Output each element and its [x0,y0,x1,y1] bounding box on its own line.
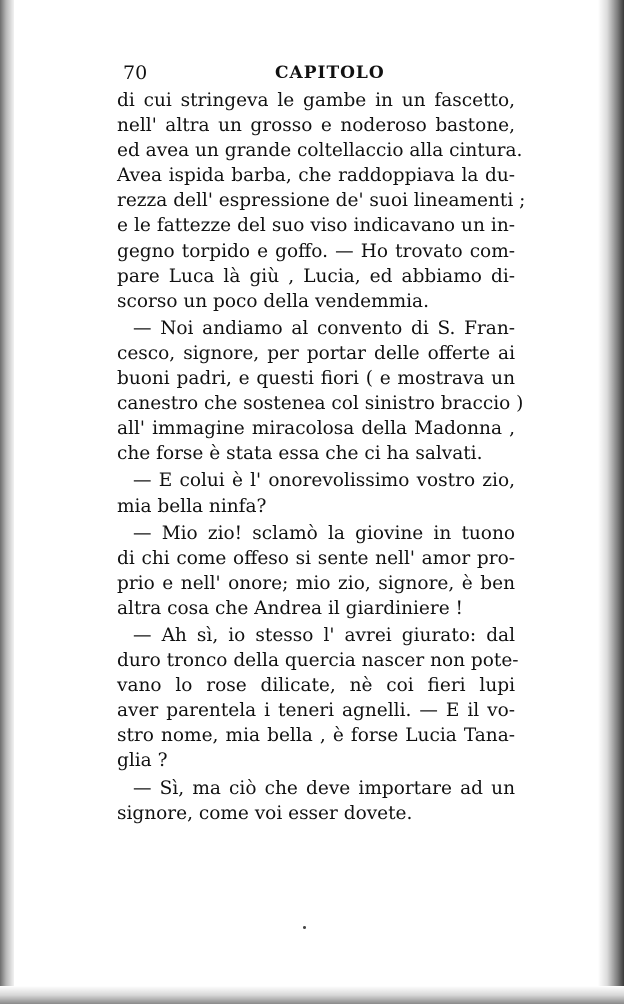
text-line: di chi come offeso si sente nell' amor pro- [117,547,515,569]
page-number: 70 [123,62,148,84]
text-line: pare Luca là giù , Lucia, ed abbiamo di- [117,265,515,287]
text-line: — Mio zio! sclamò la giovine in tuono [133,522,515,544]
text-line: di cui stringeva le gambe in un fascetto, [117,90,515,111]
text-line: duro tronco della quercia nascer non pote- [117,650,519,672]
text-line: all' immagine miracolosa della Madonna , [117,418,515,440]
text-line: e le fattezze del suo viso indicavano un in- [117,215,515,237]
paragraph [117,316,524,467]
text-line: mia bella ninfa? [117,495,267,517]
body-text [117,88,526,826]
paragraph [117,776,515,826]
text-line: ed avea un grande coltellaccio alla cintura. [117,140,523,162]
scan-left-edge [0,0,14,1004]
text-line: prio e nell' onore; mio zio, signore, è ben [117,572,515,594]
chapter-heading: CAPITOLO [275,63,385,83]
running-head [117,58,515,88]
text-line: — Ah sì, io stesso l' avrei giurato: dal [133,624,515,646]
text-line: glia ? [117,750,168,772]
text-line: canestro che sostenea col sinistro braccio ) [117,393,524,415]
text-line: nell' altra un grosso e noderoso bastone, [117,115,515,137]
text-line: aver parentela i teneri agnelli. — E il vo- [117,700,515,722]
text-line: rezza dell' espressione de' suoi lineamenti ; [117,190,526,212]
text-line: signore, come voi esser dovete. [117,802,413,824]
text-line: che forse è stata essa che ci ha salvati. [117,443,483,465]
text-line: — Noi andiamo al convento di S. Fran- [133,317,515,339]
text-line: — E colui è l' onorevolissimo vostro zio, [133,470,515,492]
paragraph [117,88,526,314]
paragraph [117,623,519,774]
text-line: cesco, signore, per portar delle offerte ai [117,342,515,364]
scan-right-edge [598,0,624,1004]
text-line: gegno torpido e goffo. — Ho trovato com- [117,240,515,262]
text-line: vano lo rose dilicate, nè coi fieri lupi [117,675,515,697]
paragraph [117,468,515,518]
text-line: — Sì, ma ciò che deve importare ad un [133,777,515,799]
text-line: buoni padri, e questi fiori ( e mostrava un [117,368,515,390]
text-line: scorso un poco della vendemmia. [117,290,429,312]
print-speck [303,926,306,929]
paragraph [117,521,515,621]
text-line: Avea ispida barba, che raddoppiava la du- [117,165,515,187]
scan-bottom-edge [0,986,624,1004]
text-block [117,58,526,826]
text-line: altra cosa che Andrea il giardiniere ! [117,597,463,619]
text-line: stro nome, mia bella , è forse Lucia Tana- [117,725,515,747]
